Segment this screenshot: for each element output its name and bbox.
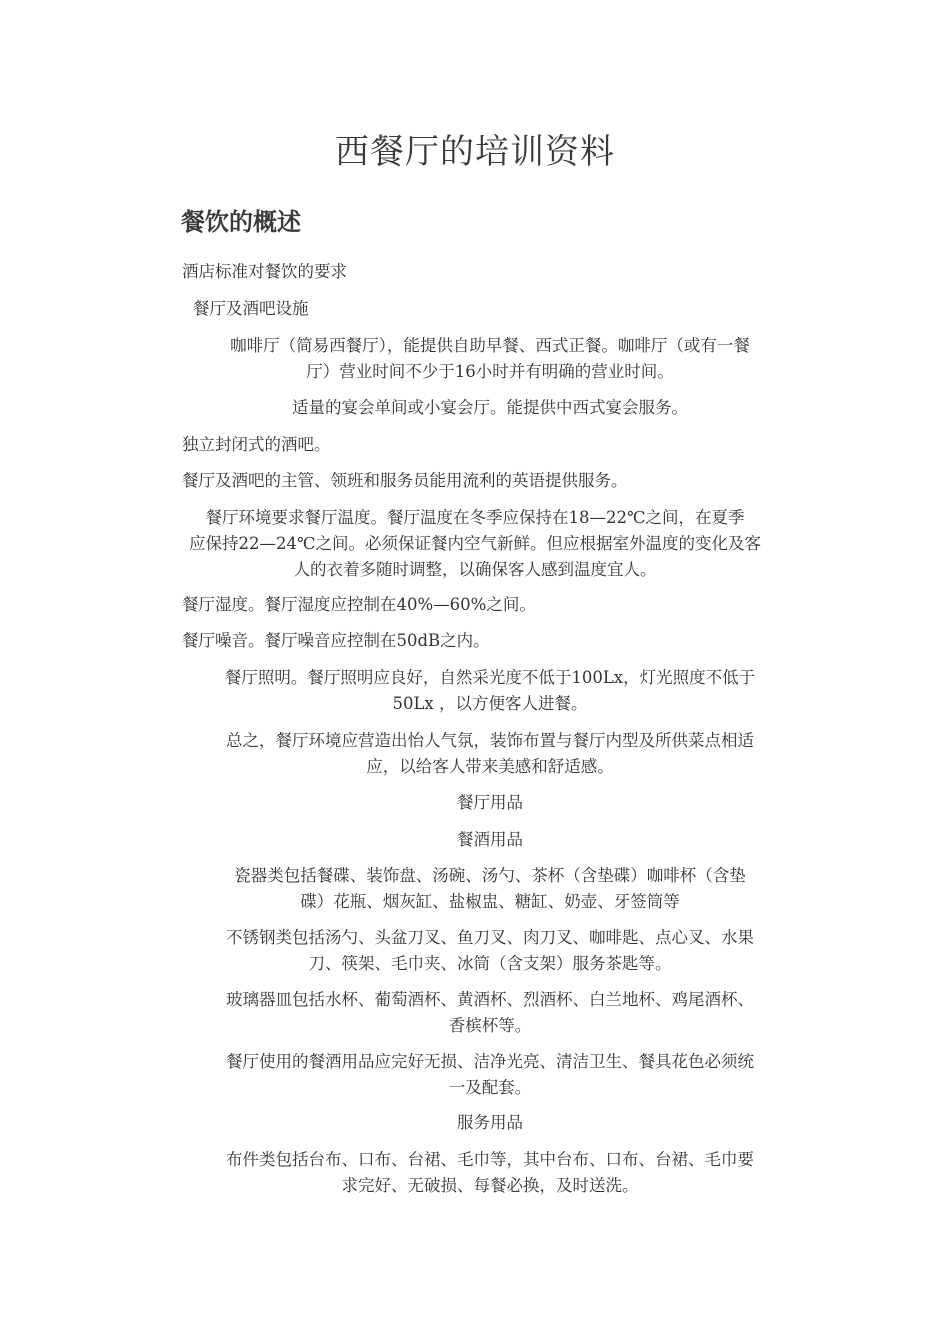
subheading-service-supplies [180,1110,800,1136]
paragraph-line: 玻璃器皿包括水杯、葡萄酒杯、黄酒杯、烈酒杯、白兰地杯、鸡尾酒杯、 [226,990,754,1009]
paragraph-line: 求完好、无破损、每餐必换，及时送洗。 [341,1176,639,1195]
paragraph-summary [180,728,800,780]
subheading-text: 餐厅用品 [457,793,523,812]
paragraph-line: 香槟杯等。 [448,1016,532,1035]
paragraph-lighting [180,665,800,717]
paragraph-tableware-requirement [180,1049,800,1101]
paragraph-line: 刀、筷架、毛巾夹、冰筒（含支架）服务茶匙等。 [308,954,672,973]
paragraph-line: 瓷器类包括餐碟、装饰盘、汤碗、汤勺、茶杯（含垫碟）咖啡杯（含垫 [234,866,746,885]
subheading-text: 服务用品 [457,1113,523,1132]
paragraph-line: 适量的宴会单间或小宴会厅。能提供中西式宴会服务。 [292,398,688,417]
page-title: 西餐厅的培训资料 [335,132,615,172]
paragraph-english-service: 餐厅及酒吧的主管、领班和服务员能用流利的英语提供服务。 [182,471,628,490]
paragraph-bar: 独立封闭式的酒吧。 [182,435,331,454]
paragraph-line: 应保持22—24℃之间。必须保证餐内空气新鲜。但应根据室外温度的变化及客 [189,534,761,553]
paragraph-temperature [140,505,810,583]
paragraph-line: 应，以给客人带来美感和舒适感。 [366,757,614,776]
paragraph-line: 总之，餐厅环境应营造出怡人气氛，装饰布置与餐厅内型及所供菜点相适 [226,731,754,750]
paragraph-line: 一及配套。 [448,1078,532,1097]
paragraph-line: 餐厅使用的餐酒用品应完好无损、洁净光亮、清洁卫生、餐具花色必须统 [226,1052,754,1071]
section-heading: 餐饮的概述 [181,207,301,236]
paragraph-noise: 餐厅噪音。餐厅噪音应控制在50dB之内。 [182,631,490,650]
paragraph-line: 厅）营业时间不少于16小时并有明确的营业时间。 [306,362,674,381]
paragraph-hotel-standard: 酒店标准对餐饮的要求 [182,262,347,281]
paragraph-line: 碟）花瓶、烟灰缸、盐椒盅、糖缸、奶壶、牙签筒等 [300,892,680,911]
paragraph-glassware [180,987,800,1039]
paragraph-linen [180,1147,800,1199]
subheading-restaurant-supplies [180,790,800,816]
subheading-text: 餐酒用品 [457,830,523,849]
paragraph-line: 50Lx ，以方便客人进餐。 [392,694,588,713]
paragraph-line: 布件类包括台布、口布、台裙、毛巾等，其中台布、口布、台裙、毛巾要 [226,1150,754,1169]
paragraph-humidity: 餐厅湿度。餐厅湿度应控制在40%—60%之间。 [182,595,536,614]
paragraph-line: 不锈钢类包括汤勺、头盆刀叉、鱼刀叉、肉刀叉、咖啡匙、点心叉、水果 [226,928,754,947]
subheading-tableware [180,827,800,853]
paragraph-line: 人的衣着多随时调整，以确保客人感到温度宜人。 [293,560,657,579]
paragraph-coffee-shop [180,333,800,385]
paragraph-stainless [180,925,800,977]
paragraph-facilities: 餐厅及酒吧设施 [193,299,309,318]
paragraph-porcelain [180,863,800,915]
paragraph-line: 餐厅环境要求餐厅温度。餐厅温度在冬季应保持在18—22℃之间，在夏季 [205,508,745,527]
paragraph-line: 咖啡厅（简易西餐厅），能提供自助早餐、西式正餐。咖啡厅（或有一餐 [230,336,750,355]
paragraph-banquet [180,395,800,421]
paragraph-line: 餐厅照明。餐厅照明应良好，自然采光度不低于100Lx，灯光照度不低于 [224,668,756,687]
